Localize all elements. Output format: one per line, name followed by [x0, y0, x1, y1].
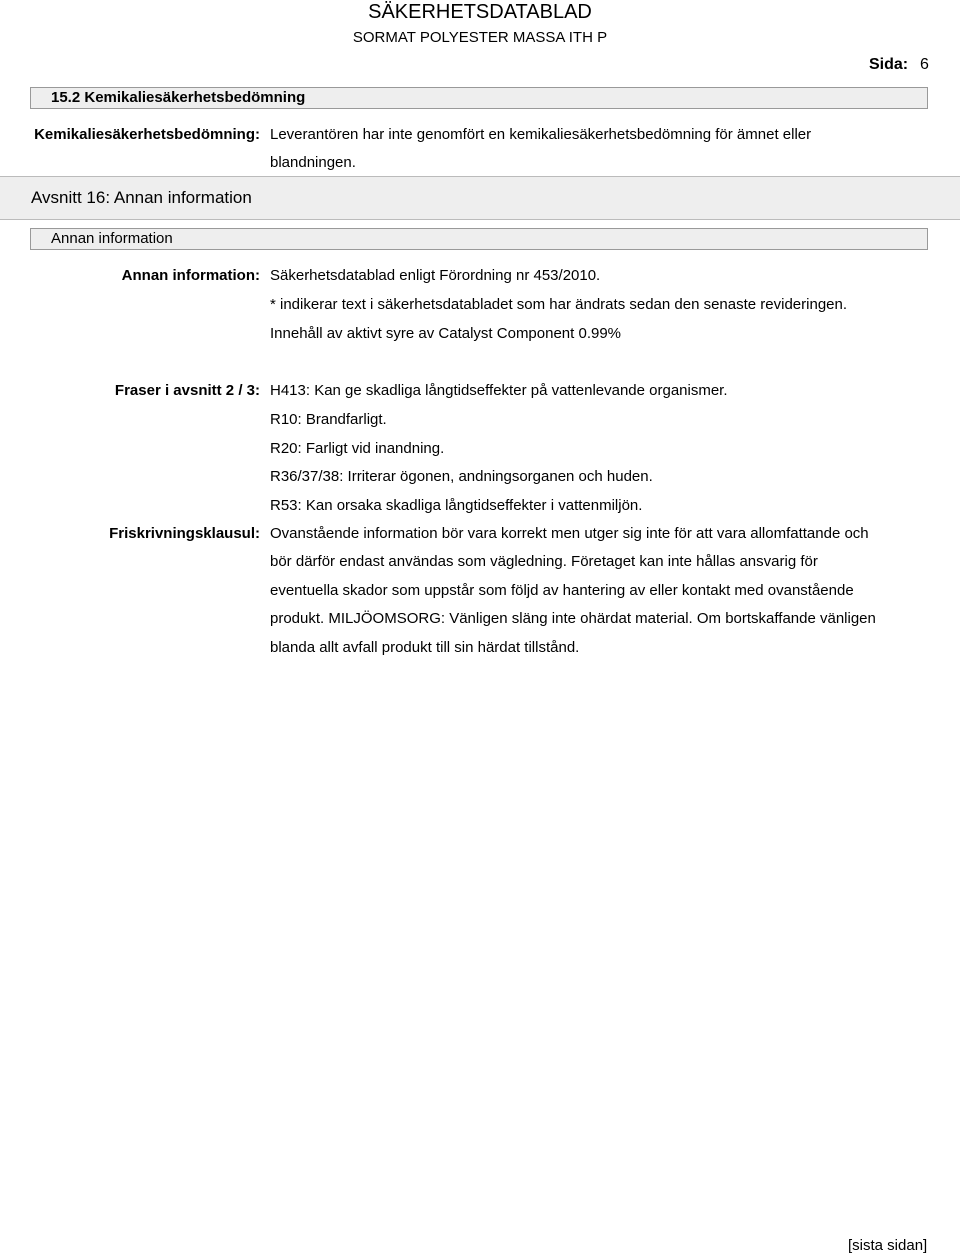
page-label: Sida: — [869, 56, 909, 73]
other-info-line: * indikerar text i säkerhetsdatabladet som har ändrats sedan den senaste revideringen. — [270, 296, 848, 313]
phrase-line: R10: Brandfarligt. — [270, 411, 387, 428]
subheader-other-info: Annan information — [30, 228, 928, 250]
phrase-line: H413: Kan ge skadliga långtidseffekter på vattenlevande organismer. — [270, 382, 728, 399]
other-info-line: Säkerhetsdatablad enligt Förordning nr 453/2010. — [270, 267, 601, 284]
disclaimer-label: Friskrivningsklausul: — [109, 525, 260, 542]
phrases-label: Fraser i avsnitt 2 / 3: — [114, 382, 260, 399]
phrase-line: R53: Kan orsaka skadliga långtidseffekter i vattenmiljön. — [270, 497, 643, 514]
section-16-header: Avsnitt 16: Annan information — [0, 176, 960, 220]
last-page-marker: [sista sidan] — [848, 1237, 928, 1254]
product-name: SORMAT POLYESTER MASSA ITH P — [352, 29, 608, 46]
disclaimer-text: Ovanstående information bör vara korrekt men utger sig inte för att vara allomfattande och bör därför endast användas som vägledning. Företaget kan inte hållas ansvarig för eventuella skador som uppstår som följd av hantering av eller kontakt med ovanstående produkt. MILJÖOMSORG: Vänligen släng inte ohärdat material. Om bortskaffande vänligen blanda allt avfall produkt till sin härdat tillstånd. — [270, 525, 876, 656]
chemical-safety-assessment-line: Leverantören har inte genomfört en kemikaliesäkerhetsbedömning för ämnet eller — [270, 126, 812, 143]
other-info-label: Annan information: — [121, 267, 260, 284]
subheader-15-2: 15.2 Kemikaliesäkerhetsbedömning — [30, 87, 928, 109]
chemical-safety-assessment-label: Kemikaliesäkerhetsbedömning: — [34, 126, 260, 143]
chemical-safety-assessment-line: blandningen. — [270, 154, 356, 171]
phrase-line: R20: Farligt vid inandning. — [270, 440, 445, 457]
other-info-line: Innehåll av aktivt syre av Catalyst Component 0.99% — [270, 325, 622, 342]
phrase-line: R36/37/38: Irriterar ögonen, andningsorganen och huden. — [270, 468, 653, 485]
page-number: 6 — [920, 56, 929, 73]
document-title: SÄKERHETSDATABLAD — [368, 1, 592, 23]
